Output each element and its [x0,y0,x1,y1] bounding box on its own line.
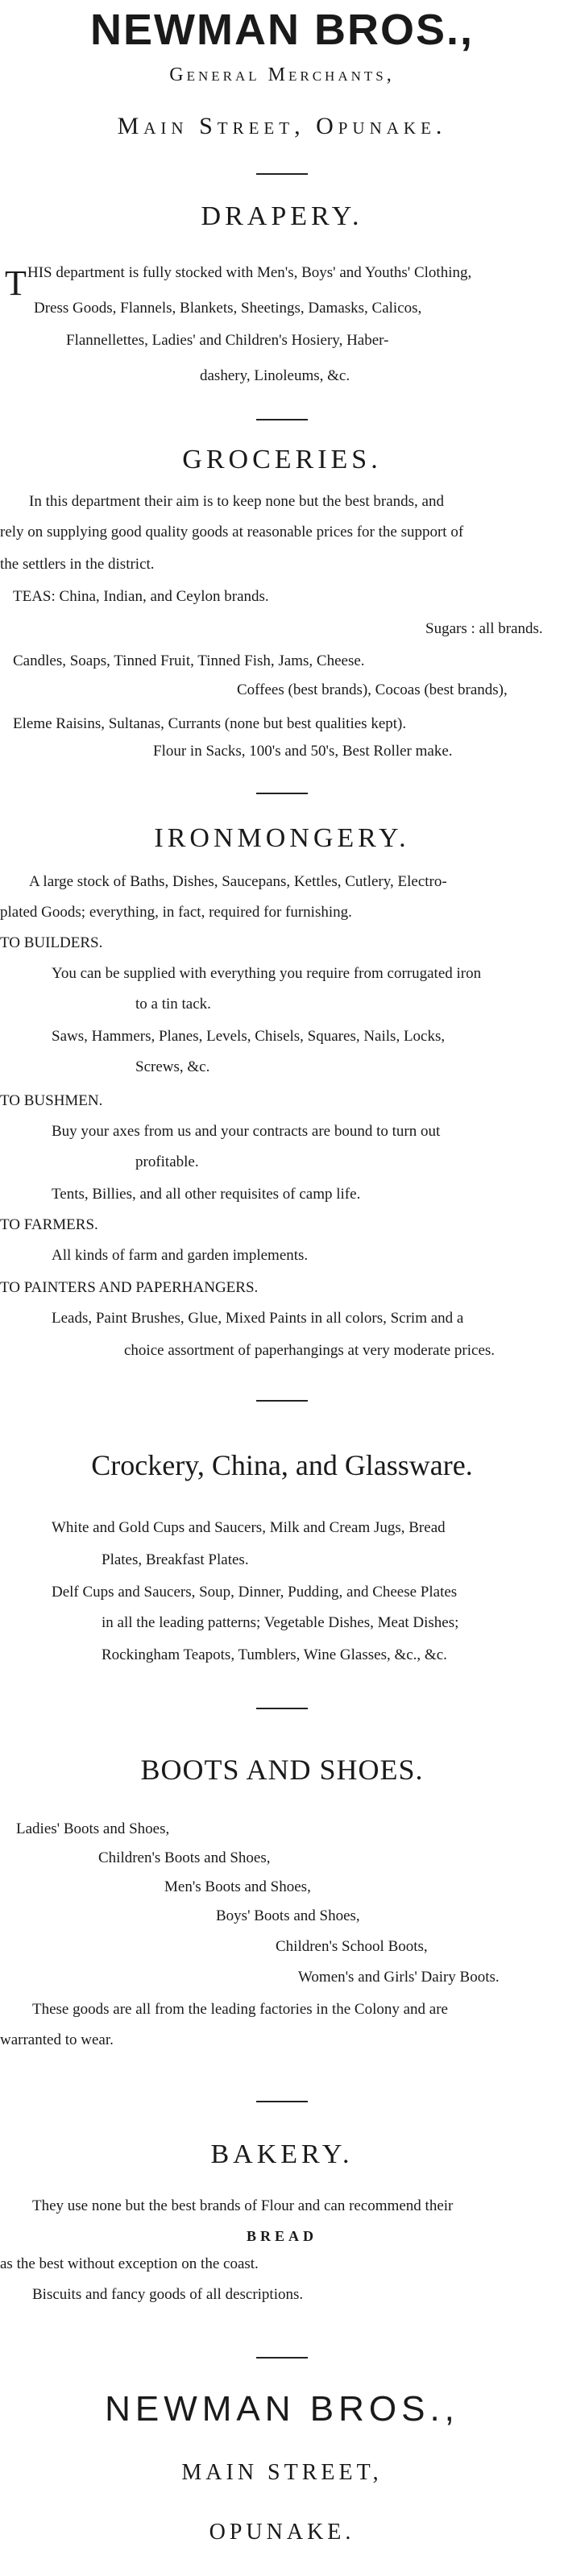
ironmongery-line: TO PAINTERS AND PAPERHANGERS. [0,1279,259,1296]
crockery-line: Rockingham Teapots, Tumblers, Wine Glasses, &c., &c. [102,1646,447,1663]
drapery-line: Dress Goods, Flannels, Blankets, Sheetings, Damasks, Calicos, [34,300,422,317]
boots-line: Men's Boots and Shoes, [164,1878,311,1895]
drapery-line: dashery, Linoleums, &c. [200,367,350,384]
boots-line: These goods are all from the leading factories in the Colony and are [32,2001,448,2018]
crockery-line: White and Gold Cups and Saucers, Milk and Cream Jugs, Bread [52,1519,446,1536]
divider [256,173,308,175]
groceries-line: Flour in Sacks, 100's and 50's, Best Roller make. [153,743,453,760]
groceries-line: Sugars : all brands. [425,620,543,637]
crockery-line: in all the leading patterns; Vegetable Dishes, Meat Dishes; [102,1614,459,1631]
bakery-line: They use none but the best brands of Flour and can recommend their [32,2197,454,2214]
groceries-line: rely on supplying good quality goods at reasonable prices for the support of [0,524,464,540]
bakery-line: as the best without exception on the coast. [0,2255,259,2272]
groceries-heading: GROCERIES. [182,445,382,474]
ironmongery-heading: IRONMONGERY. [154,823,410,853]
ironmongery-line: Screws, &c. [135,1058,210,1075]
boots-line: warranted to wear. [0,2031,114,2048]
drapery-dropcap: T [5,263,27,303]
ironmongery-line: Saws, Hammers, Planes, Levels, Chisels, Squares, Nails, Locks, [52,1028,446,1045]
footer-title: NEWMAN BROS., [105,2389,459,2429]
boots-line: Boys' Boots and Shoes, [216,1907,360,1924]
divider [256,1708,308,1709]
footer-street: MAIN STREET, [181,2460,383,2485]
groceries-line: Candles, Soaps, Tinned Fruit, Tinned Fish, Jams, Cheese. [13,652,365,669]
ironmongery-line: A large stock of Baths, Dishes, Saucepans, Kettles, Cutlery, Electro- [29,873,447,890]
boots-line: Children's School Boots, [276,1938,428,1955]
bakery-line: Biscuits and fancy goods of all descriptions. [32,2286,304,2303]
ironmongery-line: plated Goods; everything, in fact, required for furnishing. [0,904,352,921]
bakery-bread: BREAD [246,2228,317,2244]
drapery-line: Flannellettes, Ladies' and Children's Hosiery, Haber- [66,332,389,349]
ironmongery-line: You can be supplied with everything you require from corrugated iron [52,965,482,982]
bakery-heading: BAKERY. [210,2139,354,2169]
ironmongery-line: Leads, Paint Brushes, Glue, Mixed Paints in all colors, Scrim and a [52,1310,464,1327]
boots-line: Ladies' Boots and Shoes, [16,1820,170,1837]
divider [256,419,308,420]
groceries-line: the settlers in the district. [0,556,155,573]
groceries-line: In this department their aim is to keep none but the best brands, and [29,493,444,510]
divider [256,793,308,794]
boots-line: Women's and Girls' Dairy Boots. [298,1969,500,1986]
ironmongery-line: All kinds of farm and garden implements. [52,1247,309,1264]
divider [256,1400,308,1402]
ironmongery-line: to a tin tack. [135,996,211,1013]
footer-town: OPUNAKE. [209,2520,355,2545]
divider [256,2101,308,2102]
masthead-title: NEWMAN BROS., [90,6,474,54]
ironmongery-line: TO BUILDERS. [0,934,103,951]
masthead-subtitle: General Merchants, [169,64,395,85]
groceries-line: Eleme Raisins, Sultanas, Currants (none but best qualities kept). [13,715,407,732]
ironmongery-line: TO FARMERS. [0,1216,98,1233]
boots-heading: BOOTS AND SHOES. [140,1754,424,1786]
divider [256,2357,308,2359]
drapery-heading: DRAPERY. [201,201,363,231]
masthead-address: Main Street, Opunake. [117,113,447,139]
ironmongery-line: Buy your axes from us and your contracts are bound to turn out [52,1123,441,1140]
crockery-heading: Crockery, China, and Glassware. [91,1449,473,1481]
ironmongery-line: Tents, Billies, and all other requisites of camp life. [52,1186,361,1203]
groceries-line: TEAS: China, Indian, and Ceylon brands. [13,588,269,605]
ironmongery-line: TO BUSHMEN. [0,1092,103,1109]
ironmongery-line: profitable. [135,1153,199,1170]
crockery-line: Plates, Breakfast Plates. [102,1551,249,1568]
drapery-line: HIS department is fully stocked with Men's, Boys' and Youths' Clothing, [27,264,472,281]
ironmongery-line: choice assortment of paperhangings at very moderate prices. [124,1342,496,1359]
crockery-line: Delf Cups and Saucers, Soup, Dinner, Pudding, and Cheese Plates [52,1584,458,1601]
groceries-line: Coffees (best brands), Cocoas (best brands), [237,681,508,698]
boots-line: Children's Boots and Shoes, [98,1849,271,1866]
